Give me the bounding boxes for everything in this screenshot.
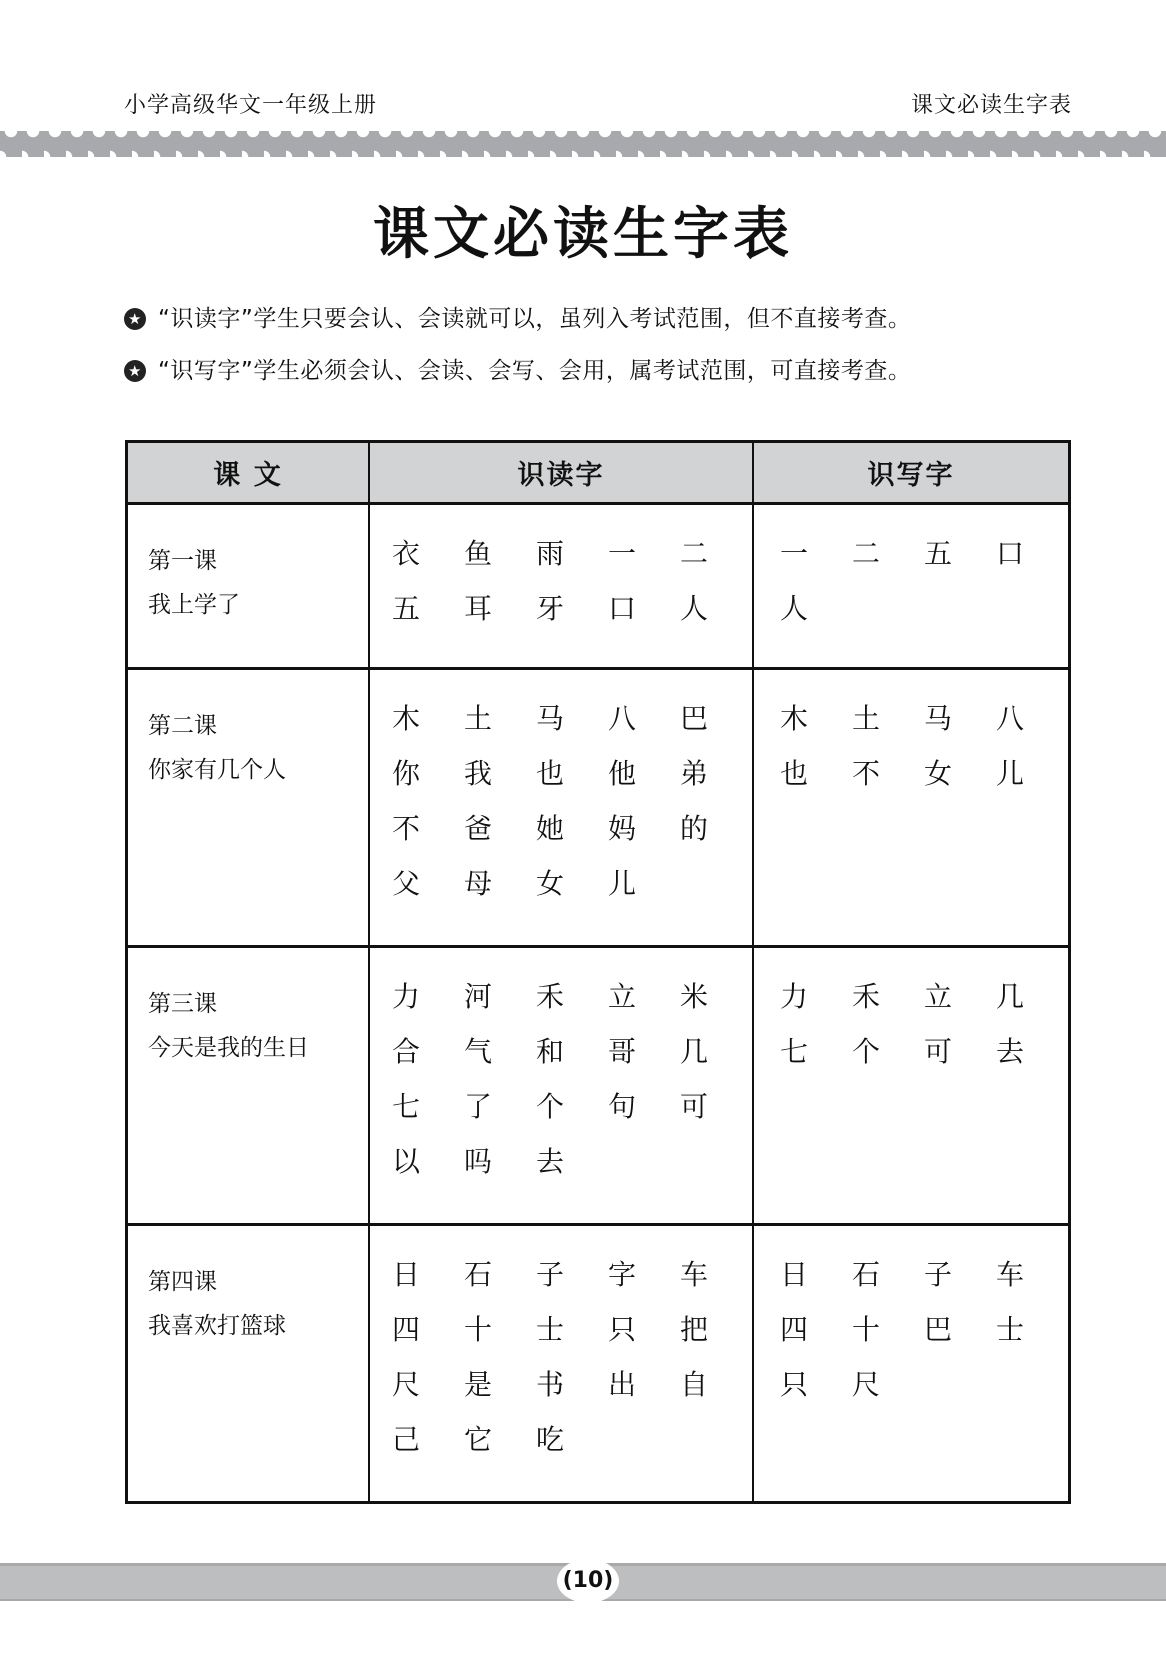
star-bullet-icon: ★ bbox=[124, 360, 146, 382]
character: 几 bbox=[680, 1035, 709, 1068]
character: 日 bbox=[392, 1258, 421, 1291]
character: 人 bbox=[780, 592, 809, 625]
lesson-cell bbox=[127, 504, 370, 669]
character: 合 bbox=[392, 1035, 421, 1068]
read-chars-cell bbox=[369, 1225, 753, 1503]
character: 木 bbox=[392, 702, 421, 735]
character: 十 bbox=[464, 1313, 493, 1346]
character: 土 bbox=[464, 702, 493, 735]
column-header-read-chars: 识读字 bbox=[369, 442, 753, 504]
character: 女 bbox=[924, 757, 953, 790]
character: 不 bbox=[392, 812, 421, 845]
character: 河 bbox=[464, 980, 493, 1013]
character: 力 bbox=[780, 980, 809, 1013]
character: 鱼 bbox=[464, 537, 493, 570]
character: 牙 bbox=[536, 592, 565, 625]
character: 己 bbox=[392, 1423, 421, 1456]
lesson-number: 第一课 bbox=[148, 548, 217, 574]
character: 不 bbox=[852, 757, 881, 790]
character: 车 bbox=[680, 1258, 709, 1291]
character: 它 bbox=[464, 1423, 493, 1456]
character: 巴 bbox=[680, 702, 709, 735]
character: 立 bbox=[608, 980, 637, 1013]
lesson-cell bbox=[127, 669, 370, 947]
character: 她 bbox=[536, 812, 565, 845]
write-chars-cell bbox=[753, 504, 1070, 669]
character-table bbox=[125, 440, 1071, 1504]
character: 八 bbox=[996, 702, 1025, 735]
character: 力 bbox=[392, 980, 421, 1013]
character: 儿 bbox=[608, 867, 637, 900]
character: 禾 bbox=[536, 980, 565, 1013]
character: 出 bbox=[608, 1368, 637, 1401]
character: 五 bbox=[392, 592, 421, 625]
character: 书 bbox=[536, 1368, 565, 1401]
character: 儿 bbox=[996, 757, 1025, 790]
character: 个 bbox=[852, 1035, 881, 1068]
character: 弟 bbox=[680, 757, 709, 790]
character: 气 bbox=[464, 1035, 493, 1068]
lesson-cell bbox=[127, 1225, 370, 1503]
lesson-title: 我喜欢打篮球 bbox=[148, 1313, 286, 1339]
character: 衣 bbox=[392, 537, 421, 570]
character: 可 bbox=[924, 1035, 953, 1068]
character: 个 bbox=[536, 1090, 565, 1123]
character: 只 bbox=[608, 1313, 637, 1346]
character: 句 bbox=[608, 1090, 637, 1123]
character: 口 bbox=[608, 592, 637, 625]
character: 七 bbox=[780, 1035, 809, 1068]
lesson-cell bbox=[127, 947, 370, 1225]
note-write-chars bbox=[124, 352, 911, 385]
character: 二 bbox=[852, 537, 881, 570]
lesson-number: 第二课 bbox=[148, 713, 217, 739]
table-row bbox=[127, 1225, 1070, 1503]
note-read-chars bbox=[124, 300, 911, 333]
character: 立 bbox=[924, 980, 953, 1013]
character: 八 bbox=[608, 702, 637, 735]
character: 十 bbox=[852, 1313, 881, 1346]
character: 木 bbox=[780, 702, 809, 735]
star-bullet-icon: ★ bbox=[124, 308, 146, 330]
character: 哥 bbox=[608, 1035, 637, 1068]
character: 四 bbox=[780, 1313, 809, 1346]
character: 马 bbox=[536, 702, 565, 735]
lesson-number: 第三课 bbox=[148, 991, 217, 1017]
character: 马 bbox=[924, 702, 953, 735]
character: 石 bbox=[852, 1258, 881, 1291]
character: 只 bbox=[780, 1368, 809, 1401]
running-header bbox=[0, 88, 1166, 128]
lesson-number: 第四课 bbox=[148, 1269, 217, 1295]
character: 妈 bbox=[608, 812, 637, 845]
character: 几 bbox=[996, 980, 1025, 1013]
character: 士 bbox=[536, 1313, 565, 1346]
column-header-lesson: 课 文 bbox=[127, 442, 370, 504]
character: 去 bbox=[996, 1035, 1025, 1068]
note-text: “识读字”学生只要会认、会读就可以，虽列入考试范围，但不直接考查。 bbox=[158, 306, 912, 332]
character: 爸 bbox=[464, 812, 493, 845]
write-chars-cell bbox=[753, 669, 1070, 947]
character: 尺 bbox=[852, 1368, 881, 1401]
character: 也 bbox=[536, 757, 565, 790]
column-header-write-chars: 识写字 bbox=[753, 442, 1070, 504]
character: 一 bbox=[780, 537, 809, 570]
character: 口 bbox=[996, 537, 1025, 570]
character: 人 bbox=[680, 592, 709, 625]
character: 一 bbox=[608, 537, 637, 570]
character: 是 bbox=[464, 1368, 493, 1401]
note-text: “识写字”学生必须会认、会读、会写、会用，属考试范围，可直接考查。 bbox=[158, 358, 912, 384]
table-header-row bbox=[127, 442, 1070, 504]
table-row bbox=[127, 669, 1070, 947]
character: 雨 bbox=[536, 537, 565, 570]
character: 车 bbox=[996, 1258, 1025, 1291]
character: 尺 bbox=[392, 1368, 421, 1401]
character: 五 bbox=[924, 537, 953, 570]
character: 母 bbox=[464, 867, 493, 900]
write-chars-cell bbox=[753, 1225, 1070, 1503]
lesson-title: 你家有几个人 bbox=[148, 757, 286, 783]
character: 巴 bbox=[924, 1313, 953, 1346]
character: 子 bbox=[536, 1258, 565, 1291]
character: 耳 bbox=[464, 592, 493, 625]
character: 了 bbox=[464, 1090, 493, 1123]
character: 字 bbox=[608, 1258, 637, 1291]
character: 日 bbox=[780, 1258, 809, 1291]
lesson-title: 今天是我的生日 bbox=[148, 1035, 309, 1061]
character: 二 bbox=[680, 537, 709, 570]
character: 四 bbox=[392, 1313, 421, 1346]
character: 子 bbox=[924, 1258, 953, 1291]
character: 禾 bbox=[852, 980, 881, 1013]
character: 女 bbox=[536, 867, 565, 900]
character: 自 bbox=[680, 1368, 709, 1401]
page-number: (10) bbox=[557, 1559, 619, 1603]
character: 你 bbox=[392, 757, 421, 790]
read-chars-cell bbox=[369, 947, 753, 1225]
character: 土 bbox=[852, 702, 881, 735]
character: 也 bbox=[780, 757, 809, 790]
section-title: 课文必读生字表 bbox=[910, 93, 1072, 118]
read-chars-cell bbox=[369, 504, 753, 669]
character: 以 bbox=[392, 1145, 421, 1178]
character: 我 bbox=[464, 757, 493, 790]
table-row bbox=[127, 947, 1070, 1225]
table-row bbox=[127, 504, 1070, 669]
character: 米 bbox=[680, 980, 709, 1013]
character: 士 bbox=[996, 1313, 1025, 1346]
book-title: 小学高级华文一年级上册 bbox=[124, 93, 378, 118]
character: 七 bbox=[392, 1090, 421, 1123]
character: 的 bbox=[680, 812, 709, 845]
write-chars-cell bbox=[753, 947, 1070, 1225]
character: 把 bbox=[680, 1313, 709, 1346]
character: 可 bbox=[680, 1090, 709, 1123]
character: 父 bbox=[392, 867, 421, 900]
decorative-scallop-band bbox=[0, 131, 1166, 157]
character: 石 bbox=[464, 1258, 493, 1291]
character: 去 bbox=[536, 1145, 565, 1178]
page-title: 课文必读生字表 bbox=[373, 202, 793, 267]
lesson-title: 我上学了 bbox=[148, 592, 240, 618]
character: 吗 bbox=[464, 1145, 493, 1178]
character: 吃 bbox=[536, 1423, 565, 1456]
character: 他 bbox=[608, 757, 637, 790]
character: 和 bbox=[536, 1035, 565, 1068]
read-chars-cell bbox=[369, 669, 753, 947]
